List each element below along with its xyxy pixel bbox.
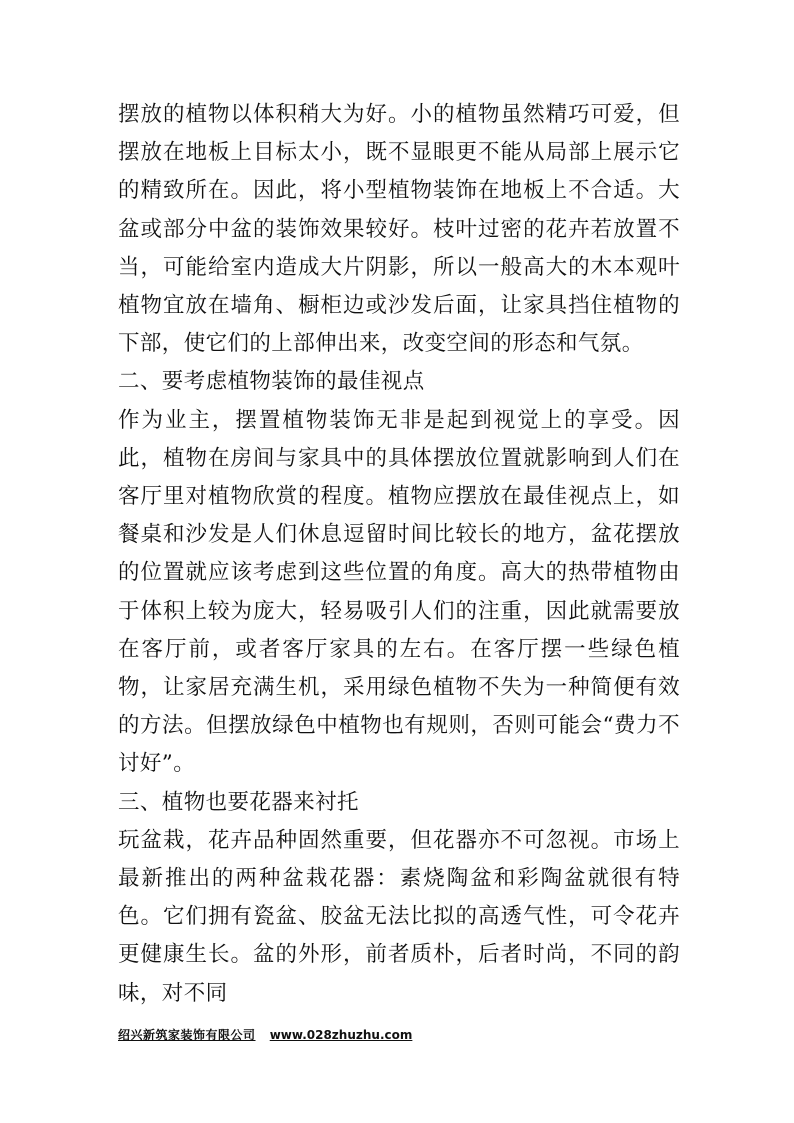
document-body <box>118 96 680 1013</box>
heading-flower-pots: 三、植物也要花器来衬托 <box>118 789 359 815</box>
paragraph-flower-pots: 玩盆栽，花卉品种固然重要，但花器亦不可忽视。市场上最新推出的两种盆栽花器：素烧陶盆和彩陶盆就很有特色。它们拥有瓷盆、胶盆无法比拟的高透气性，可令花卉更健康生长。盆的外形，前者质朴，后者时尚，不同的韵味，对不同 <box>118 827 680 1006</box>
footer-company-name: 绍兴新筑家装饰有限公司 <box>118 1028 256 1042</box>
heading-best-viewpoint: 二、要考虑植物装饰的最佳视点 <box>118 369 425 395</box>
paragraph-viewpoint: 作为业主，摆置植物装饰无非是起到视觉上的享受。因此，植物在房间与家具中的具体摆放位置就影响到人们在客厅里对植物欣赏的程度。植物应摆放在最佳视点上，如餐桌和沙发是人们休息逗留时间比较长的地方，盆花摆放的位置就应该考虑到这些位置的角度。高大的热带植物由于体积上较为庞大，轻易吸引人们的注重，因此就需要放在客厅前，或者客厅家具的左右。在客厅摆一些绿色植物，让家居充满生机，采用绿色植物不失为一种简便有效的方法。但摆放绿色中植物也有规则，否则可能会“费力不讨好”。 <box>118 407 680 777</box>
paragraph-plant-size: 摆放的植物以体积稍大为好。小的植物虽然精巧可爱，但摆放在地板上目标太小，既不显眼更不能从局部上展示它的精致所在。因此，将小型植物装饰在地板上不合适。大盆或部分中盆的装饰效果较好。枝叶过密的花卉若放置不当，可能给室内造成大片阴影，所以一般高大的木本观叶植物宜放在墙角、橱柜边或沙发后面，让家具挡住植物的下部，使它们的上部伸出来，改变空间的形态和气氛。 <box>118 102 680 357</box>
footer-website-link[interactable]: www.028zhuzhu.com <box>269 1028 413 1042</box>
page-footer <box>118 1026 412 1043</box>
